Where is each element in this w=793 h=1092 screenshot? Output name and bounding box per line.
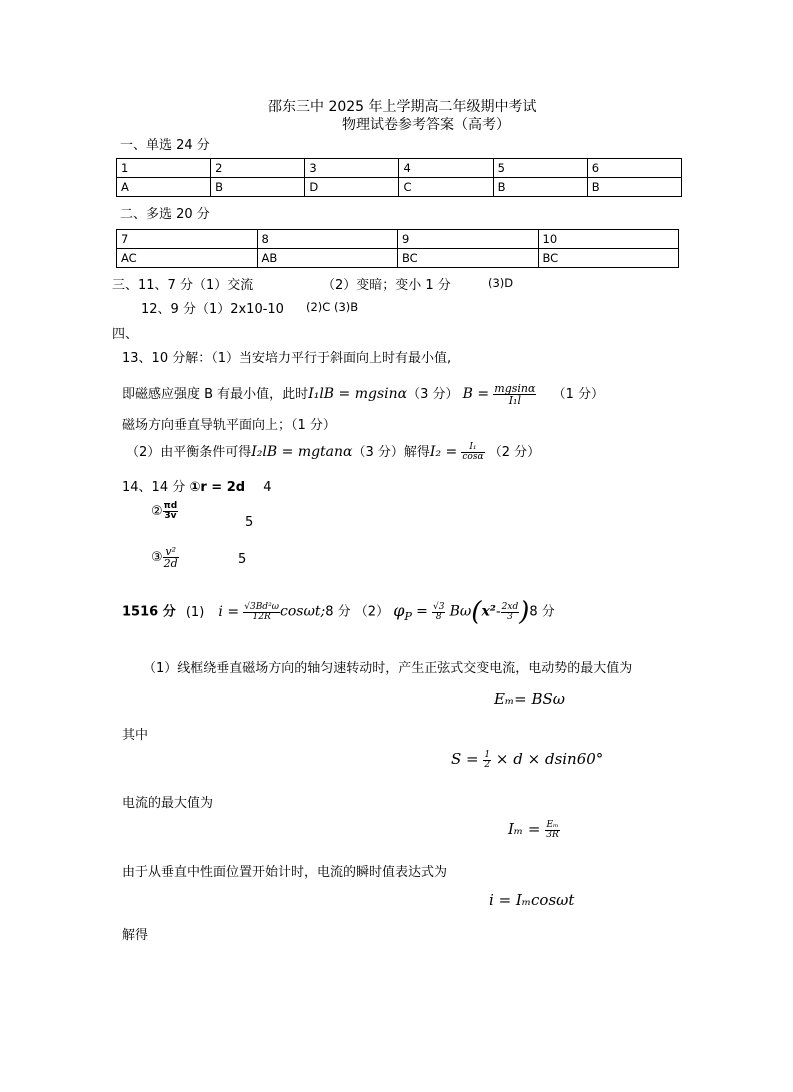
phi-symbol: φ bbox=[393, 600, 405, 620]
score-text: 8 分 bbox=[325, 604, 351, 620]
answer-cell: BC bbox=[398, 249, 539, 268]
equation-em: Eₘ= BSω bbox=[494, 690, 566, 708]
equation-i2-lhs: I₂ = bbox=[429, 444, 458, 460]
score-text: （3 分）解得 bbox=[352, 445, 430, 460]
q11-prefix: 三、11、7 分（1）交流 bbox=[112, 278, 254, 293]
q13-line-4 bbox=[126, 441, 540, 462]
score-text: （3 分） bbox=[407, 387, 459, 402]
equation-b-lhs: B = bbox=[462, 386, 490, 402]
fraction-numerator: πd bbox=[163, 501, 178, 511]
answer-cell: AB bbox=[257, 249, 398, 268]
single-choice-table bbox=[116, 158, 682, 197]
fraction-denominator: cosα bbox=[462, 452, 484, 462]
equation-phi-lhs bbox=[393, 600, 412, 623]
score-text: （2 分） bbox=[488, 445, 541, 460]
table-row bbox=[117, 230, 679, 249]
x-squared: x² bbox=[481, 603, 496, 620]
question-number: 8 bbox=[257, 230, 398, 249]
answer-cell: C bbox=[399, 178, 493, 197]
q12-prefix: 12、9 分（1）2x10-10 bbox=[141, 302, 284, 317]
fraction-half bbox=[483, 751, 491, 770]
answer-cell: D bbox=[305, 178, 399, 197]
label-instant: 由于从垂直中性面位置开始计时，电流的瞬时值表达式为 bbox=[122, 865, 448, 880]
multi-choice-table bbox=[116, 229, 679, 268]
equation-current-rest: cosωt; bbox=[280, 603, 326, 620]
score-text: 8 分 bbox=[529, 604, 555, 620]
question-number: 5 bbox=[493, 159, 587, 178]
score-text: （1 分） bbox=[552, 387, 604, 402]
answer-cell: A bbox=[117, 178, 211, 197]
answer-cell: B bbox=[587, 178, 681, 197]
fraction-numerator: 2xd bbox=[501, 601, 519, 612]
fraction-denominator: 2d bbox=[163, 557, 178, 570]
equation-im-lhs: Iₘ = bbox=[508, 820, 541, 838]
q13-line-2 bbox=[122, 383, 604, 406]
q15-part2: （2） bbox=[354, 604, 390, 620]
label-qizhong: 其中 bbox=[122, 728, 149, 743]
label-current-max: 电流的最大值为 bbox=[122, 796, 214, 811]
table-row bbox=[117, 159, 682, 178]
fraction-root3-over-8 bbox=[432, 603, 445, 622]
q12-part2: (2)C (3)B bbox=[306, 300, 359, 314]
fraction-numerator: mgsinα bbox=[494, 382, 536, 395]
equation-balance: I₂lB = mgtanα bbox=[251, 444, 353, 460]
q14-part2-mark: ② bbox=[151, 504, 163, 519]
q14-part3-score: 5 bbox=[238, 552, 247, 567]
fraction-numerator: √3 bbox=[432, 601, 445, 612]
q14-part1-score: 4 bbox=[263, 480, 272, 495]
minus-sign: - bbox=[495, 604, 501, 620]
q15-explanation-line: （1）线框绕垂直磁场方向的轴匀速转动时，产生正弦式交变电流，电动势的最大值为 bbox=[143, 661, 633, 676]
fraction-denominator: 8 bbox=[435, 611, 442, 622]
answer-cell: B bbox=[493, 178, 587, 197]
fraction-accel bbox=[163, 546, 179, 569]
q15-prefix: 1516 分 bbox=[122, 604, 176, 620]
fraction-denominator: I₁l bbox=[508, 394, 521, 407]
fraction-denominator: 2 bbox=[484, 759, 491, 770]
fraction-numerator: v² bbox=[163, 546, 179, 558]
left-paren: ( bbox=[471, 597, 482, 627]
question-number: 6 bbox=[587, 159, 681, 178]
question-number: 9 bbox=[398, 230, 539, 249]
section-4-heading: 四、 bbox=[112, 327, 139, 342]
fraction-denominator: 3R bbox=[546, 829, 559, 840]
fraction-denominator: 12R bbox=[252, 611, 271, 622]
fraction-numerator: I₁ bbox=[461, 443, 484, 453]
q15-answer-line bbox=[122, 597, 555, 627]
q14-part2-score: 5 bbox=[245, 515, 254, 530]
question-number: 4 bbox=[399, 159, 493, 178]
question-number: 3 bbox=[305, 159, 399, 178]
fraction-2xd-over-3 bbox=[501, 603, 520, 622]
q15-part1: (1) bbox=[185, 604, 205, 620]
equation-area-lhs: S = bbox=[451, 750, 479, 768]
fraction-numerator: Eₘ bbox=[546, 819, 559, 830]
equation-area bbox=[451, 750, 603, 770]
right-paren: ) bbox=[519, 597, 530, 627]
q14-line-2 bbox=[151, 502, 178, 521]
q13-line-1: 13、10 分解：（1）当安培力平行于斜面向上时有最小值, bbox=[122, 351, 452, 366]
table-row bbox=[117, 249, 679, 268]
question-number: 7 bbox=[117, 230, 258, 249]
fraction-time bbox=[163, 502, 179, 521]
q13-line-3: 磁场方向垂直导轨平面向上；（1 分） bbox=[122, 418, 336, 433]
question-number: 1 bbox=[117, 159, 211, 178]
q14-line-3 bbox=[151, 546, 179, 569]
q11-part2: （2）变暗；变小 1 分 bbox=[322, 278, 451, 293]
section-1-heading: 一、单选 24 分 bbox=[120, 138, 210, 153]
fraction-denominator: 3 bbox=[507, 611, 513, 622]
q14-part3-mark: ③ bbox=[151, 550, 163, 565]
answer-cell: AC bbox=[117, 249, 258, 268]
equals-sign: = bbox=[416, 603, 428, 620]
equation-im bbox=[508, 820, 560, 840]
equation-area-rest: × d × dsin60° bbox=[495, 750, 604, 768]
title-line-2: 物理试卷参考答案（高考） bbox=[342, 117, 510, 133]
table-row bbox=[117, 178, 682, 197]
question-number: 2 bbox=[211, 159, 305, 178]
phi-subscript: P bbox=[404, 609, 412, 623]
question-number: 10 bbox=[538, 230, 679, 249]
answer-cell: B bbox=[211, 178, 305, 197]
label-jiede: 解得 bbox=[122, 928, 149, 943]
title-line-1: 邵东三中 2025 年上学期高二年级期中考试 bbox=[268, 99, 537, 115]
fraction-b bbox=[493, 383, 536, 406]
answer-cell: BC bbox=[538, 249, 679, 268]
fraction-numerator: √3Bd²ω bbox=[244, 601, 280, 612]
fraction-numerator: 1 bbox=[484, 749, 491, 760]
fraction-denominator: 3v bbox=[164, 511, 177, 521]
q14-line-1 bbox=[122, 476, 272, 495]
q14-part1: ①r = 2d bbox=[189, 480, 246, 495]
fraction-i2 bbox=[461, 443, 484, 462]
equation-ampere-force: I₁lB = mgsinα bbox=[308, 386, 408, 402]
q13-line-4-text: （2）由平衡条件可得 bbox=[126, 445, 252, 460]
q11-part3: (3)D bbox=[488, 276, 514, 290]
section-2-heading: 二、多选 20 分 bbox=[120, 207, 210, 222]
equation-current-lhs: i = bbox=[218, 603, 240, 620]
q13-line-2-text: 即磁感应强度 B 有最小值，此时 bbox=[122, 387, 309, 402]
equation-phi-mid: Bω bbox=[449, 603, 472, 620]
fraction-em-over-3r bbox=[545, 821, 560, 840]
equation-instant-current: i = Iₘcosωt bbox=[489, 891, 575, 909]
fraction-current bbox=[243, 603, 280, 622]
q14-prefix: 14、14 分 bbox=[122, 480, 186, 495]
